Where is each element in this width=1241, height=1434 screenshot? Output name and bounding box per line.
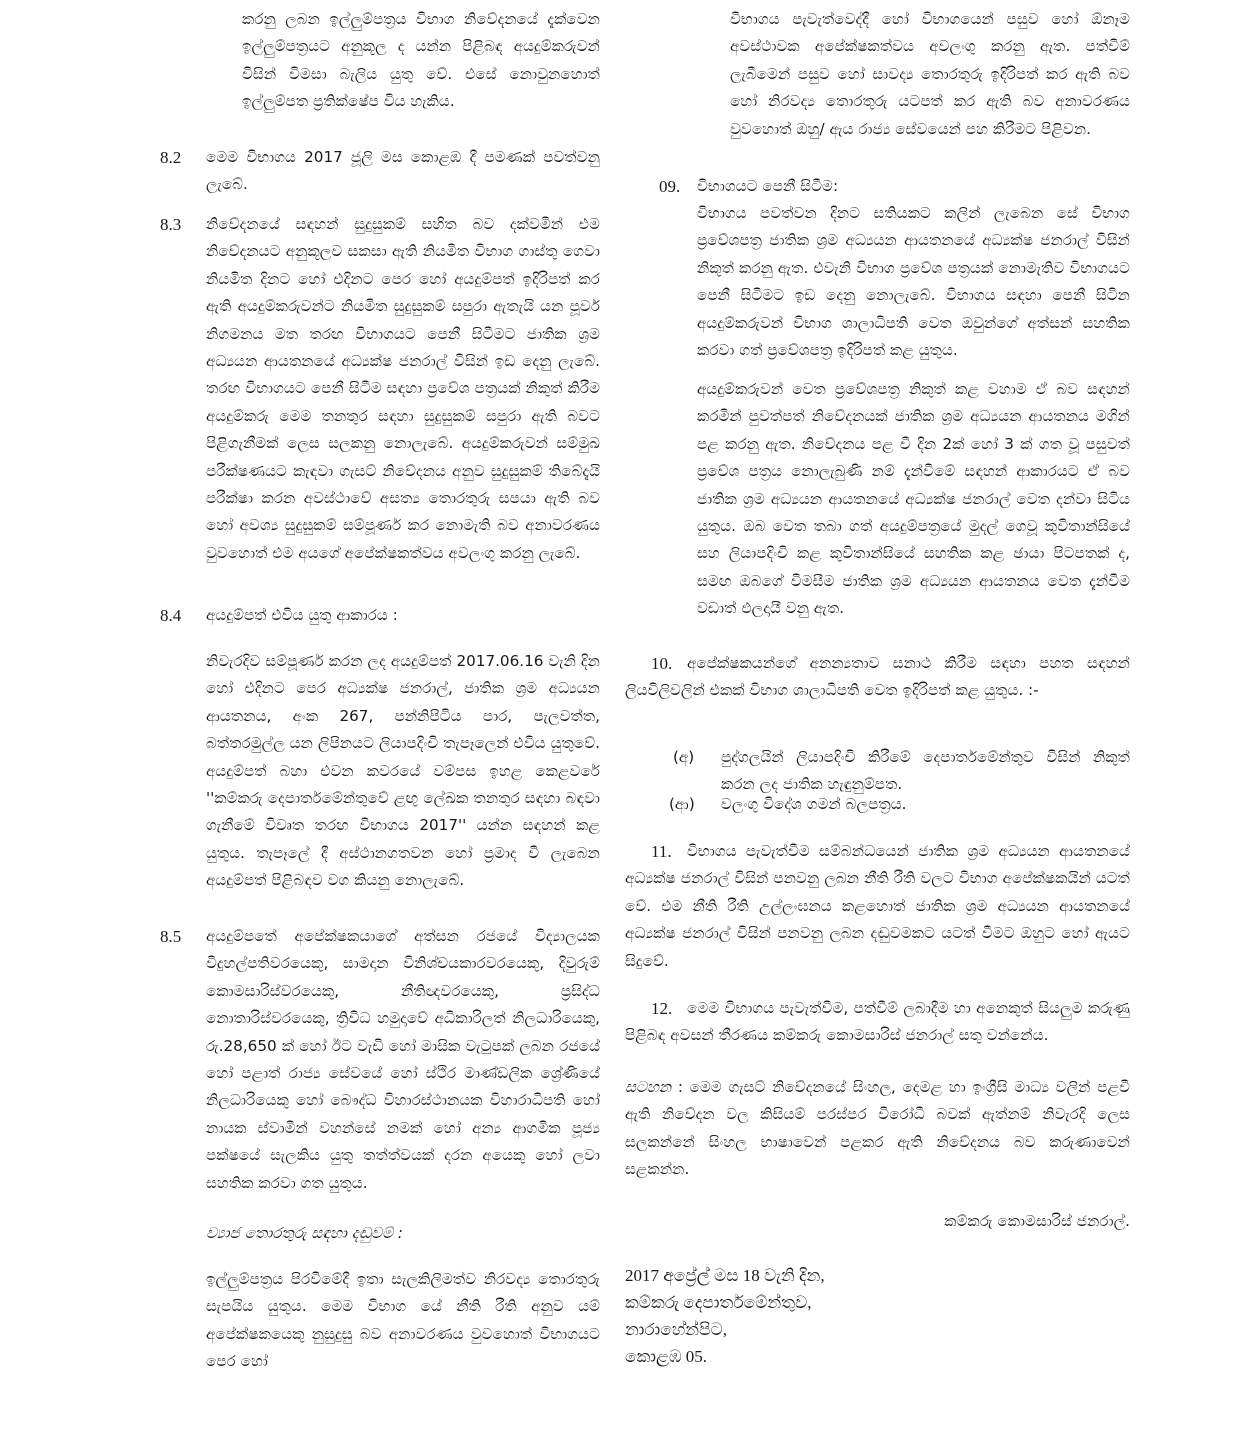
section-8-5-text: අයදුම්පතේ අපේක්ෂකයාගේ අත්සන රජයේ විද්‍යාලයක විදුහල්පතිවරයෙකු, සාමදාන විනිශ්චයකාරවරයෙකු, දිවුරුම් කොමසාරිස්වරයෙකු, නීතිඥවරයෙකු, ප්‍රසිද්ධ නොතාරිස්වරයෙකු, ත්‍රිවිධ හමුදාවේ අධිකාරිලත් නිලධාරියෙකු, රු.28,650 ක් හෝ ඊට වැඩි හෝ මාසික වැටුපක් ලබන රජයේ හෝ පළාත් රාජ්‍ය සේවයේ හෝ ස්ථිර මාණ්ඩලික ශ්‍රේණියේ නිලධාරියෙකු හෝ බෞද්ධ විහාරස්ථානයක විහාරාධිපති හෝ නායක ස්වාමීන් වහන්සේ නමක් හෝ අන්‍ය ආගමික පූජ්‍ය පක්ෂයේ සැලකිය යුතු තත්ත්වයක් දරන අයෙකු හෝ ලවා සහතික කරවා ගත යුතුය. bbox=[206, 927, 600, 1192]
section-9-paragraph-2: අයදුම්කරුවන් වෙත ප්‍රවේශපත්‍ර නිකුත් කළ වහාම ඒ බව සඳහන් කරමින් පුවත්පත් නිවේදනයක් ජාතික ශ්‍රම අධ්‍යයන ආයතනය මගින් පළ කරනු ඇත. නිවේදනය පළ වී දින 2ක් හෝ 3 ක් ගත වූ පසුවත් ප්‍රවේශ පත්‍රය නොලැබුණි නම් දැන්වීමේ සඳහන් ආකාරයට ඒ බව ජාතික ශ්‍රම අධ්‍යයන ආයතනයේ අධ්‍යක්ෂ ජනරාල් වෙත දන්වා සිටිය යුතුය. ඔබ වෙත තබා ගත් අයදුම්පත්‍රයේ මුදල් ගෙවූ කුවිතාන්සියේ සහ ලියාපදිංචි කළ කුවිතාන්සියේ සහතික කළ ඡායා පිටපතක් ද, සමඟ ඔබගේ විමසීම ජාතික ශ්‍රම අධ්‍යයන ආයතනය වෙත දැන්වීම වඩාත් ඵලදායී වනු ඇත. bbox=[697, 380, 1130, 618]
section-8-4-text: නිවැරදිව සම්පූර්ණ කරන ලද අයදුම්පත් 2017.06.16 වැනි දින හෝ එදිනට පෙර අධ්‍යක්ෂ ජනරාල්, ජාතික ශ්‍රම අධ්‍යයන ආයතනය, අංක 267, පන්නිපිටිය පාර, පැලවත්ත, බත්තරමුල්ල යන ලිපිනයට ලියාපදිංචි තැපෑලෙන් එවිය යුතුවේ. අයදුම්පත් බහා එවන කවරයේ වම්පස ඉහළ කෙළවරේ ''කම්කරු දෙපාර්තමේන්තුවේ ළඟු ලේඛක තනතුර සඳහා බඳවා ගැනීමේ විවෘත තරඟ විභාගය 2017'' යන්න සඳහන් කළ යුතුය. තැපෑලේ දී අස්ථානගතවන හෝ ප්‍රමාද වී ලැබෙන අයදුම්පත් පිළිබඳව වග කියනු නොලැබේ. bbox=[206, 652, 600, 890]
section-8-4-heading: අයදුම්පත් එවිය යුතු ආකාරය : bbox=[206, 606, 398, 624]
note-label: සටහන bbox=[625, 1078, 672, 1096]
section-9-heading: විභාගයට පෙනී සිටීම: bbox=[697, 177, 839, 195]
section-9-paragraph-1: විභාගය පවත්වන දිනට සතියකට කලින් ලැබෙන සේ විභාග ප්‍රවේශපත්‍ර ජාතික ශ්‍රම අධ්‍යයන ආයතනයේ අධ්‍යක්ෂ ජනරාල් විසින් නිකුත් කරනු ඇත. එවැනි විභාග ප්‍රවේශ පත්‍රයක් නොමැතිව විභාගයට පෙනී සිටීමට ඉඩ දෙනු නොලැබේ. විභාගය සඳහා පෙනී සිටින අයදුම්කරුවන් විභාග ශාලාධිපති වෙත ඔවුන්ගේ අත්සන් සහතික කරවා ගත් ප්‍රවේශපත්‍ර ඉදිරිපත් කළ යුතුය. bbox=[697, 204, 1130, 360]
note bbox=[625, 1074, 1130, 1184]
false-info-heading: ව්‍යාජ තොරතුරු සඳහා දඬුවම් : bbox=[206, 1224, 403, 1242]
section-12-number: 12. bbox=[651, 999, 673, 1018]
section-8-1-continuation: කරනු ලබන ඉල්ලුම්පත්‍රය විභාග නිවේදනයේ දැක්වෙන ඉල්ලුම්පත්‍රයට අනුකූල ද යන්න පිළිබඳ අයදුම්කරුවන් විසින් විමසා බැලිය යුතු වේ. එසේ නොවුනහොත් ඉල්ලුම්පත ප්‍රතික්ෂේප විය හැකිය. bbox=[242, 10, 600, 111]
section-10-item-a-text: පුද්ගලයින් ලියාපදිංචි කිරීමේ දෙපාර්තමේන්තුව විසින් නිකුත් කරන ලද ජාතික හැඳුනුම්පත. bbox=[721, 748, 1130, 794]
section-11-text: විභාගය පැවැත්වීම සම්බන්ධයෙන් ජාතික ශ්‍රම අධ්‍යයන ආයතනයේ අධ්‍යක්ෂ ජනරාල් විසින් පනවනු ලබන නීති රීති වලට විභාග අපේක්ෂකයින් යටත් වේ. එම නීති රීති උල්ලංඝනය කළහොත් ජාතික ශ්‍රම අධ්‍යයන ආයතනයේ අධ්‍යක්ෂ ජනරාල් විසින් පනවනු ලබන දඬුවමකට යටත් වීමට ඔහුට හෝ ඇයට සිදුවේ. bbox=[625, 842, 1130, 970]
date-address-block bbox=[625, 1262, 1130, 1370]
section-11-number: 11. bbox=[651, 842, 672, 861]
section-10-item-a-mark: (අ) bbox=[673, 748, 695, 766]
section-10-item-b-mark: (ආ) bbox=[669, 795, 695, 813]
section-8-3-text: නිවේදනයේ සඳහන් සුදුසුකම් සහිත බව දක්වමින් එම නිවේදනයට අනුකූලව සකසා ඇති නියමිත විභාග ගාස්තු ගෙවා නියමිත දිනට හෝ එදිනට පෙර හෝ අයදුම්පත් ඉදිරිපත් කර ඇති අයදුම්කරුවන්ට නියමිත සුදුසුකම් සපුරා ඇතැයි යන පූර්ව නිගමනය මත තරඟ විභාගයට පෙනී සිටීමට ජාතික ශ්‍රම අධ්‍යයන ආයතනයේ අධ්‍යක්ෂ ජනරාල් විසින් ඉඩ දෙනු ලැබේ. තරඟ විභාගයට පෙනී සිටීම සඳහා ප්‍රවේශ පත්‍රයක් නිකුත් කිරීම අයදුම්කරු මෙම තනතුර සඳහා සුදුසුකම් සපුරා ඇති බවට පිළිගැනීමක් ලෙස සලකනු නොලැබේ. අයදුම්කරුවන් සම්මුඛ පරීක්ෂණයට කැඳවා ගැසට් නිවේදනය අනුව සුදුසුකම් තිබේදැයි පරීක්ෂා කරන අවස්ථාවේ අසත්‍ය තොරතුරු සපයා ඇති බව හෝ අවශ්‍ය සුදුසුකම් සම්පූර්ණ කර නොමැති බව අනාවරණය වුවහොත් එම අයගේ අපේක්ෂකත්වය අවලංගු කරනු ලැබේ. bbox=[206, 215, 600, 562]
date-line: 2017 අප්‍රේල් මස 18 වැනි දින, bbox=[625, 1266, 825, 1285]
section-10-number: 10. bbox=[651, 654, 673, 673]
city-line: කොළඹ 05. bbox=[625, 1347, 708, 1366]
office-line: කම්කරු දෙපාර්තමේන්තුව, bbox=[625, 1293, 812, 1312]
section-8-2-number: 8.2 bbox=[160, 148, 182, 167]
section-10-item-b-text: වලංගු විදේශ ගමන් බලපත්‍රය. bbox=[721, 795, 907, 813]
section-10-text: අපේක්ෂකයන්ගේ අනන්‍යතාව සනාථ කිරීම සඳහා පහත සඳහන් ලියවිලිවලින් එකක් විභාග ශාලාධිපති වෙත ඉදිරිපත් කළ යුතුය. :- bbox=[625, 654, 1130, 700]
section-9-number: 09. bbox=[659, 177, 681, 196]
false-info-text: ඉල්ලුම්පත්‍රය පිරවීමේදී ඉතා සැලකිලිමත්ව නිරවද්‍ය තොරතුරු සැපයිය යුතුය. මෙම විභාග යේ නීති රීති අනුව යම් අපේක්ෂකයෙකු නුසුදුසු බව අනාවරණය වුවහොත් විභාගයට පෙර හෝ bbox=[206, 1270, 600, 1371]
signature-title: කම්කරු කොමසාරිස් ජනරාල්. bbox=[944, 1212, 1130, 1230]
section-8-2-text: මෙම විභාගය 2017 ජූලි මස කොළඹ දී පමණක් පවත්වනු ලැබේ. bbox=[206, 148, 600, 194]
section-8-3-number: 8.3 bbox=[160, 215, 182, 234]
section-8-4-number: 8.4 bbox=[160, 606, 182, 625]
false-info-continuation: විභාගය පැවැත්වෙද්දී හෝ විභාගයෙන් පසුව හෝ ඕනෑම අවස්ථාවක අපේක්ෂකත්වය අවලංගු කරනු ඇත. පත්වීම් ලැබීමෙන් පසුව හෝ සාවද්‍ය තොරතුරු ඉදිරිපත් කර ඇති බව හෝ නිරවද්‍ය තොරතුරු යටපත් කර ඇති බව අනාවරණය වුවහොත් ඔහු/ ඇය රාජ්‍ය සේවයෙන් පහ කිරීමට පිළිවන. bbox=[730, 10, 1130, 138]
section-8-5-number: 8.5 bbox=[160, 927, 182, 946]
note-text: : මෙම ගැසට් නිවේදනයේ සිංහල, දෙමළ හා ඉංග්‍රීසි මාධ්‍ය වලින් පළවී ඇති නිවේදන වල කිසියම් පරස්පර විරෝධී බවක් ඇත්නම් නිවැරදි ලෙස සලකන්නේ සිංහල භාෂාවෙන් පළකර ඇති නිවේදනය බව කරුණාවෙන් සළකන්න. bbox=[625, 1078, 1130, 1179]
location-line: නාරාහේන්පිට, bbox=[625, 1320, 727, 1339]
section-12-text: මෙම විභාගය පැවැත්වීම, පත්වීම් ලබාදීම හා අනෙකුත් සියලුම කරුණු පිළිබඳ අවසන් තීරණය කම්කරු කොමසාරිස් ජනරාල් සතු වන්නේය. bbox=[625, 999, 1130, 1045]
